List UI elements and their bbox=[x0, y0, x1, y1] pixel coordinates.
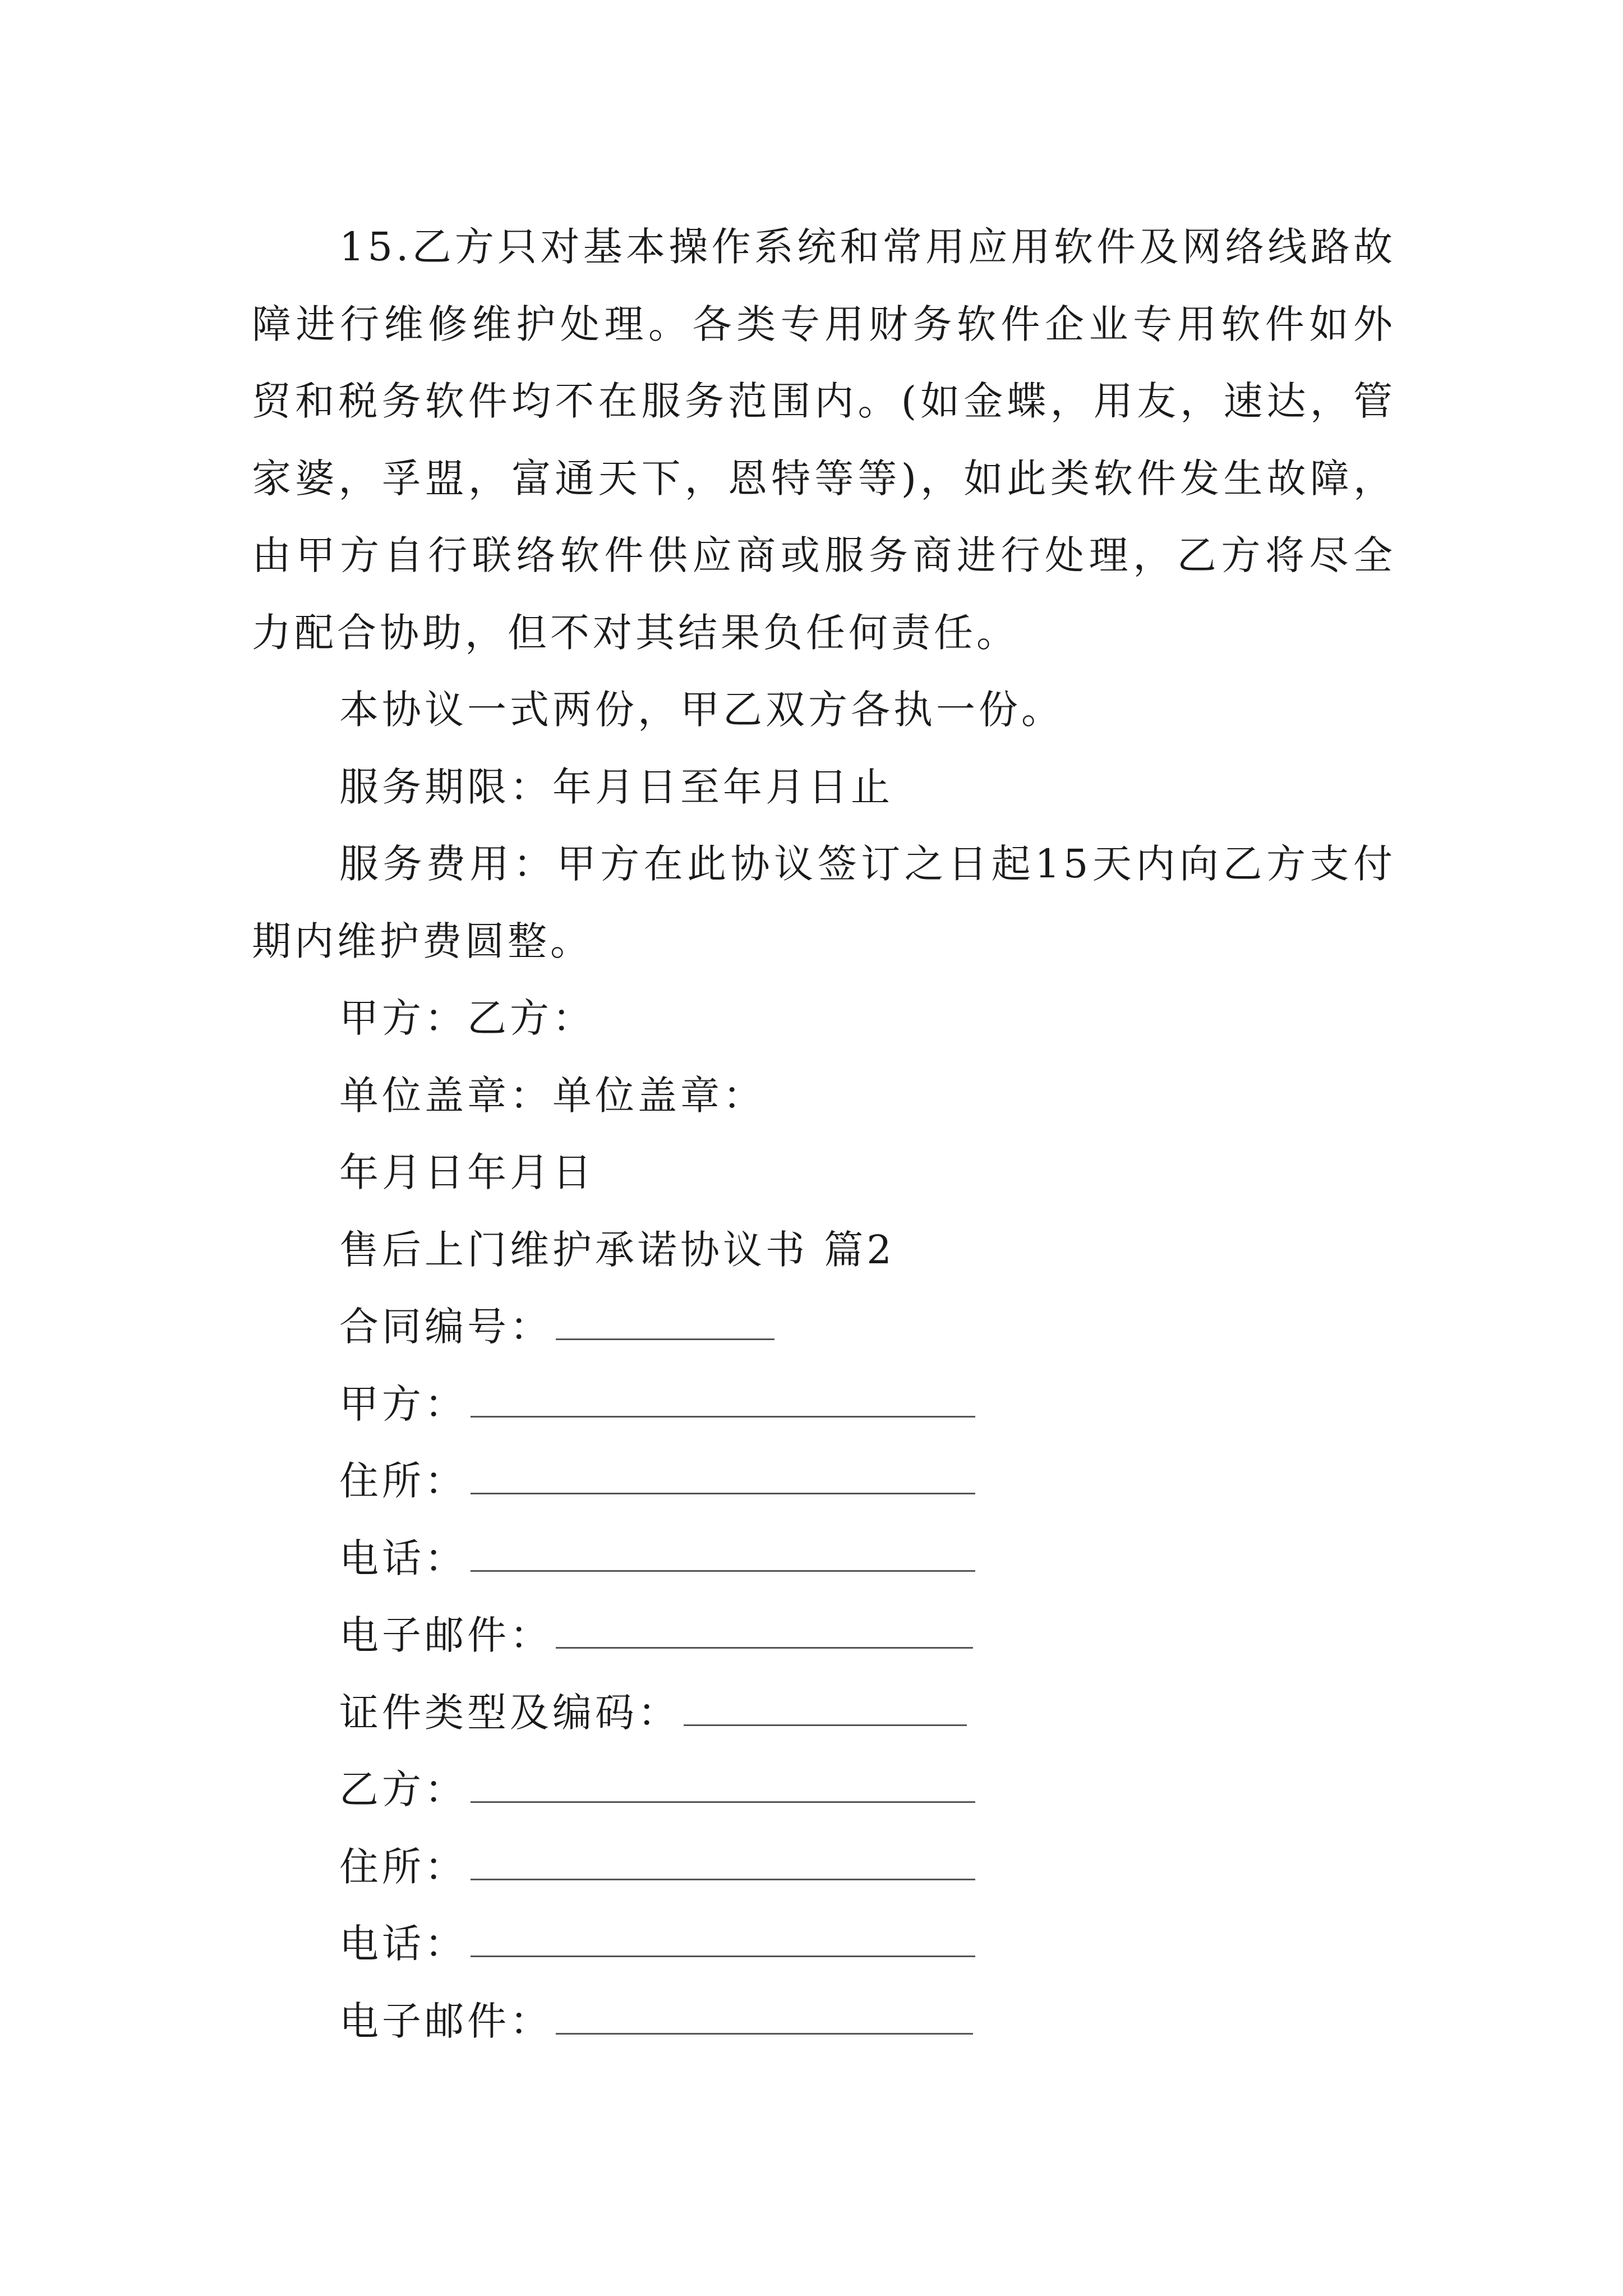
party-b-phone-field bbox=[252, 1906, 1396, 1983]
party-b-address-blank bbox=[471, 1845, 975, 1880]
party-a-address-label: 住所： bbox=[339, 1458, 467, 1504]
party-a-phone-blank bbox=[471, 1536, 975, 1572]
signature-dates: 年月日年月日 bbox=[339, 1149, 595, 1195]
party-a-email-field bbox=[252, 1597, 1396, 1674]
section-title: 售后上门维护承诺协议书 篇2 bbox=[339, 1226, 895, 1273]
party-a-phone-field bbox=[252, 1520, 1396, 1598]
document-body bbox=[252, 209, 1396, 2060]
party-a-id-blank bbox=[684, 1691, 967, 1726]
party-b-email-label: 电子邮件： bbox=[339, 1998, 552, 2044]
contract-number-label: 合同编号： bbox=[339, 1304, 552, 1350]
party-a-email-label: 电子邮件： bbox=[339, 1612, 552, 1658]
party-a-address-blank bbox=[471, 1459, 975, 1494]
party-a-email-blank bbox=[556, 1613, 973, 1649]
party-a-id-field bbox=[252, 1674, 1396, 1752]
signature-parties: 甲方：乙方： bbox=[339, 995, 595, 1041]
party-b-email-blank bbox=[556, 1999, 973, 2035]
party-a-field bbox=[252, 1366, 1396, 1443]
party-b-address-field bbox=[252, 1829, 1396, 1906]
service-term-paragraph: 服务期限：年月日至年月日止 bbox=[339, 763, 893, 810]
party-b-field bbox=[252, 1751, 1396, 1829]
contract-number-field bbox=[252, 1289, 1396, 1366]
party-b-blank bbox=[471, 1768, 975, 1803]
clause-15-paragraph: 15.乙方只对基本操作系统和常用应用软件及网络线路故障进行维修维护处理。各类专用财务软件企业专用软件如外贸和税务软件均不在服务范围内。(如金蝶，用友，速达，管家婆，孚盟，富通天下，恩特等等)，如此类软件发生故障，由甲方自行联络软件供应商或服务商进行处理，乙方将尽全力配合协助，但不对其结果负任何责任。 bbox=[252, 224, 1396, 656]
party-b-email-field bbox=[252, 1983, 1396, 2060]
party-a-address-field bbox=[252, 1443, 1396, 1520]
party-a-phone-label: 电话： bbox=[339, 1535, 467, 1581]
party-b-address-label: 住所： bbox=[339, 1843, 467, 1890]
copies-paragraph: 本协议一式两份，甲乙双方各执一份。 bbox=[339, 687, 1064, 733]
signature-seals: 单位盖章：单位盖章： bbox=[339, 1072, 766, 1119]
party-b-label: 乙方： bbox=[339, 1766, 467, 1812]
party-a-blank bbox=[471, 1382, 975, 1418]
party-a-id-label: 证件类型及编码： bbox=[339, 1689, 680, 1736]
party-a-label: 甲方： bbox=[339, 1381, 467, 1427]
party-b-phone-label: 电话： bbox=[339, 1921, 467, 1967]
contract-number-blank bbox=[556, 1305, 774, 1340]
service-fee-paragraph: 服务费用：甲方在此协议签订之日起15天内向乙方支付期内维护费圆整。 bbox=[252, 841, 1396, 964]
party-b-phone-blank bbox=[471, 1922, 975, 1957]
